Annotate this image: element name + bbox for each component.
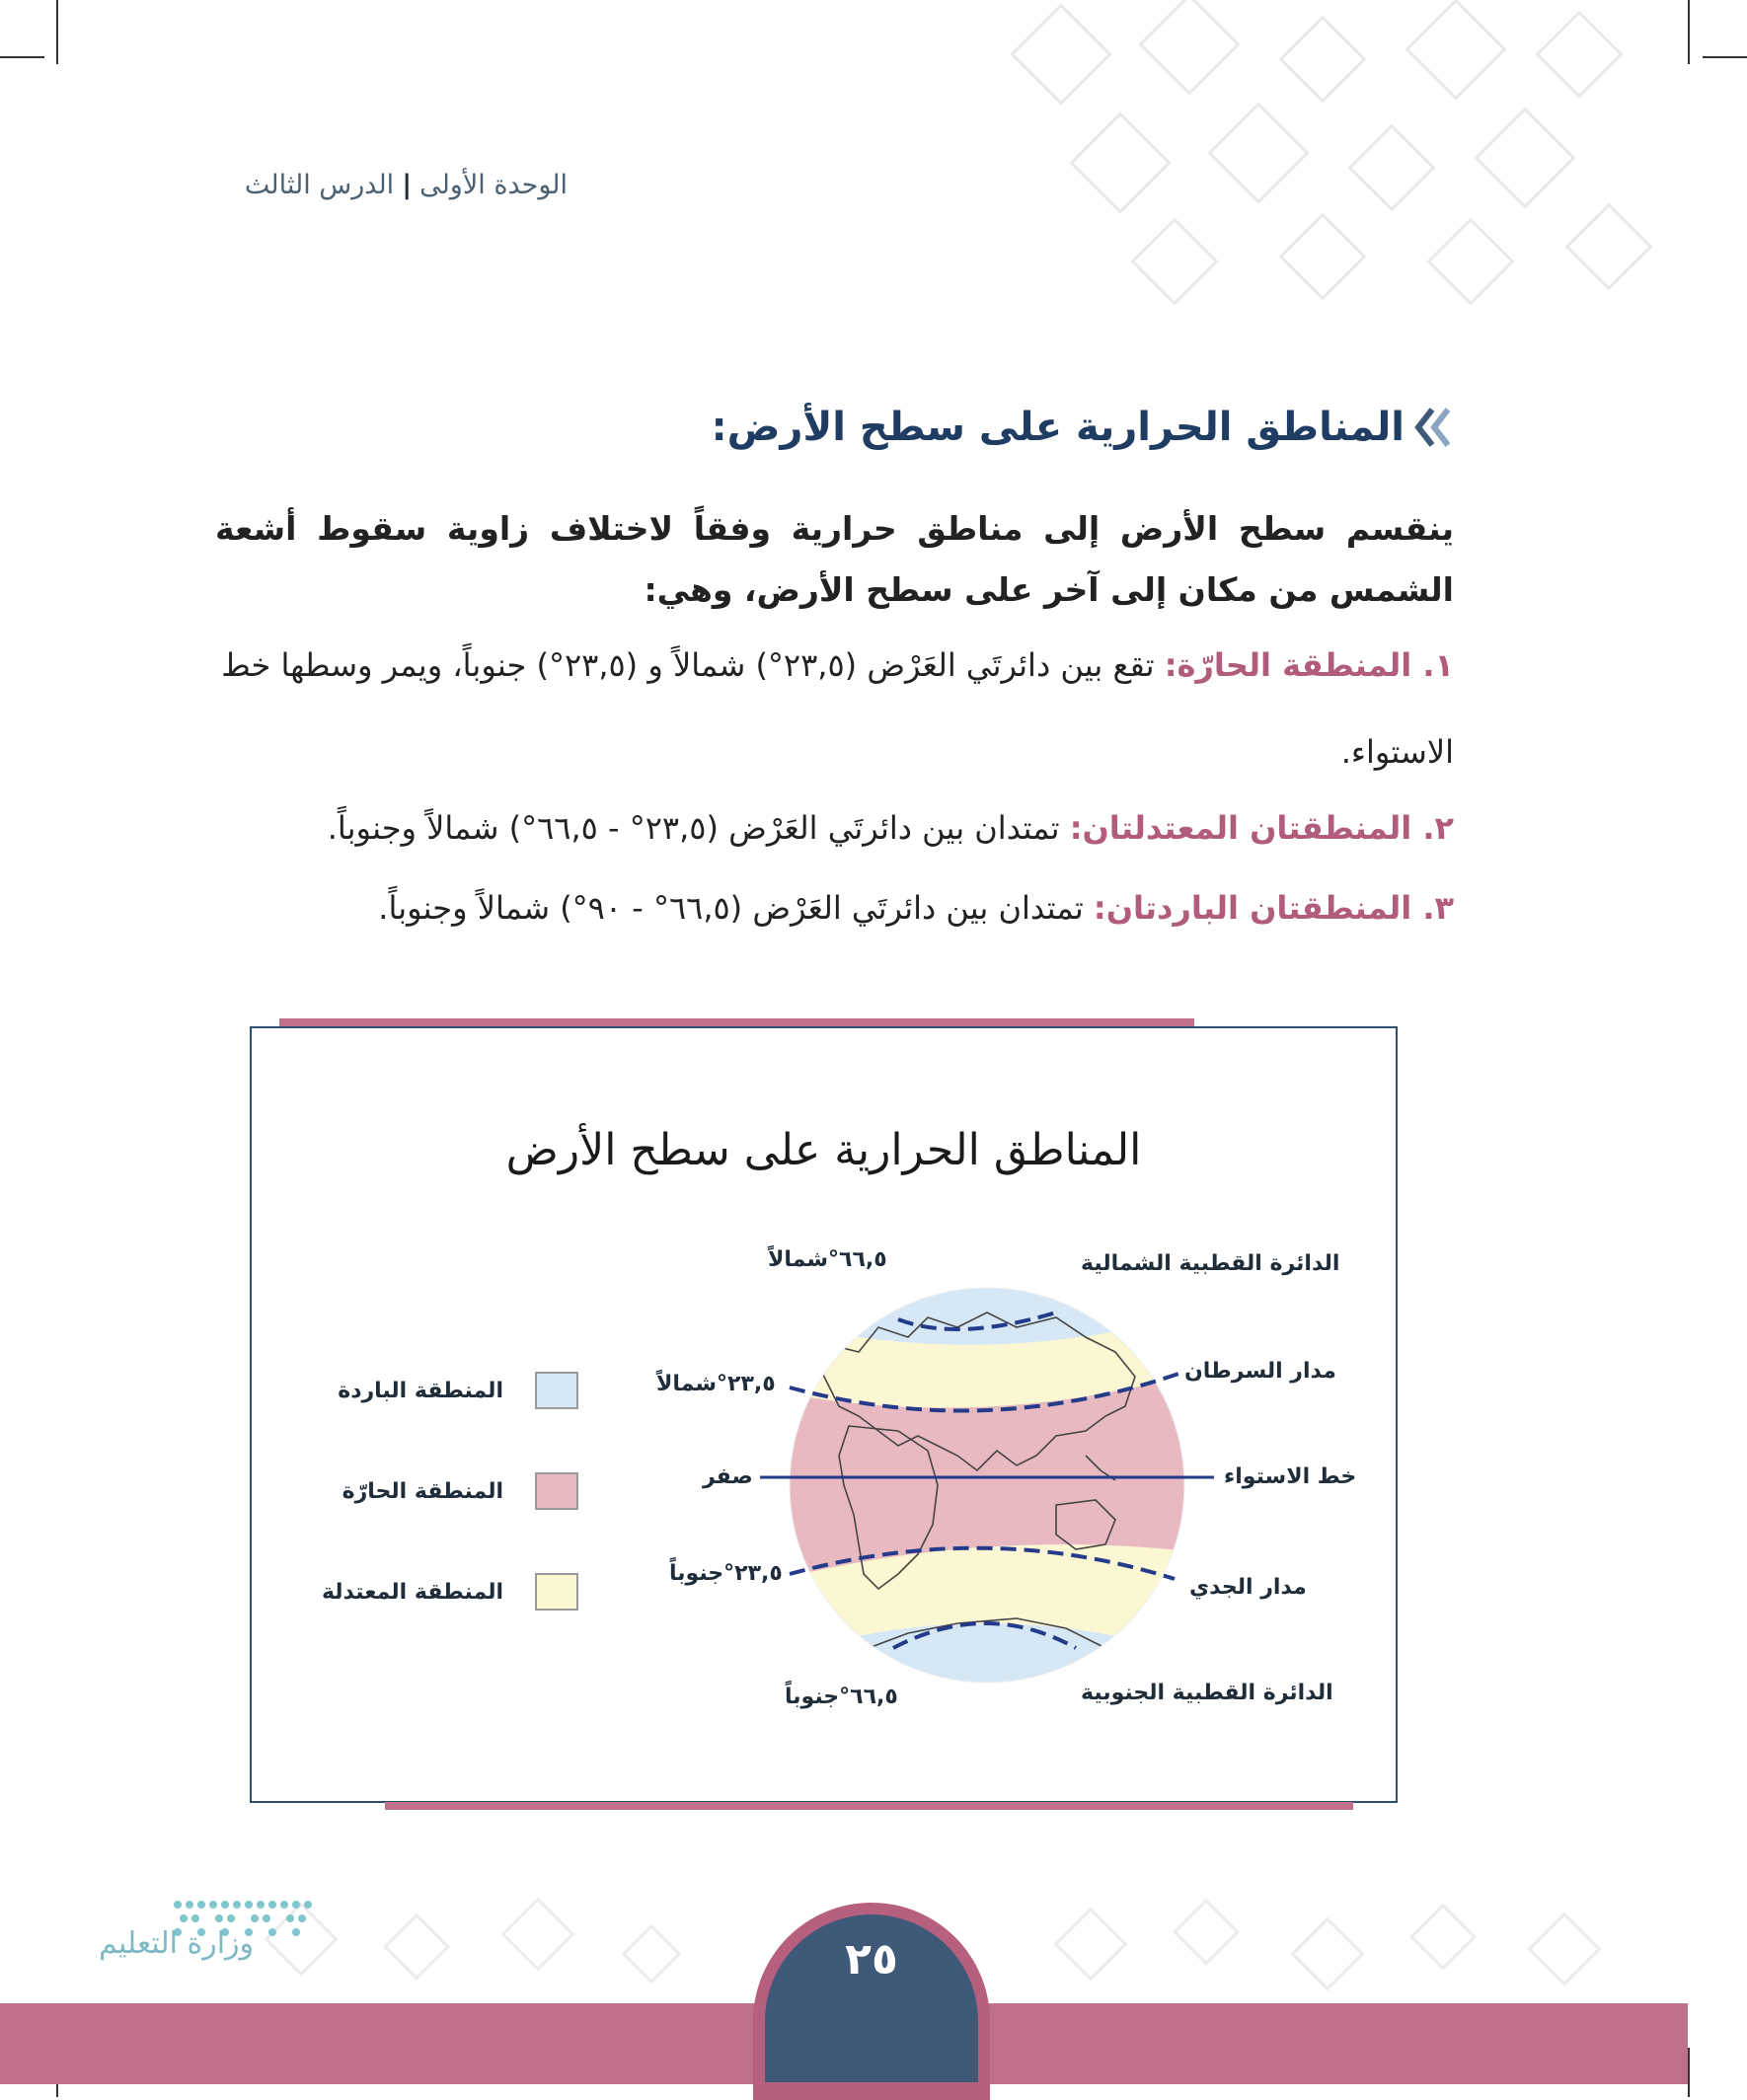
crop-mark [1688,2048,1690,2097]
label-zero: صفر [703,1464,753,1489]
label-tropic-capricorn: مدار الجدي [1189,1575,1307,1600]
legend-swatch-hot [535,1472,578,1510]
intro-paragraph: ينقسم سطح الأرض إلى مناطق حرارية وفقاً لاختلاف زاوية سقوط أشعة الشمس من مكان إلى آخر على سطح الأرض، وهي: [215,509,1454,609]
label-equator: خط الاستواء [1224,1464,1357,1489]
decorative-pattern [997,0,1688,326]
label-66-south: ٦٦,٥°جنوباً [785,1685,898,1709]
crop-mark [0,56,44,58]
item-label: ١. المنطقة الحارّة: [1164,646,1454,684]
section-title: المناطق الحرارية على سطح الأرض: [711,405,1405,450]
label-tropic-cancer: مدار السرطان [1184,1359,1336,1384]
figure-title: المناطق الحرارية على سطح الأرض [505,1125,1142,1175]
legend-label-temperate: المنطقة المعتدلة [321,1580,503,1605]
legend-label-cold: المنطقة الباردة [338,1379,503,1403]
item-text: تمتدان بين دائرتَي العَرْض (٢٣,٥° - ٦٦,٥°) شمالاً وجنوباً. [327,809,1060,847]
lesson-title: الدرس الثالث [244,170,395,200]
item-label: ٢. المنطقتان المعتدلتان: [1069,809,1454,847]
figure-accent-bar [385,1802,1353,1810]
crop-mark [1688,0,1690,64]
legend-swatch-temperate [535,1573,578,1611]
legend-swatch-cold [535,1372,578,1409]
section-heading [712,405,1454,450]
double-chevron-icon [1414,406,1454,449]
list-item [215,785,1454,871]
figure-accent-bar [279,1018,1194,1026]
list-item [215,864,1454,951]
item-text: تقع بين دائرتَي العَرْض (٢٣,٥°) شمالاً و (٢٣,٥°) جنوباً، ويمر وسطها خط الاستواء. [221,646,1454,771]
label-23-north: ٢٣,٥°شمالاً [656,1372,776,1396]
page-header [245,170,568,200]
crop-mark [56,0,58,64]
label-antarctic-circle: الدائرة القطبية الجنوبية [1081,1681,1333,1705]
unit-title: الوحدة الأولى [419,170,568,200]
label-arctic-circle: الدائرة القطبية الشمالية [1081,1251,1340,1276]
label-66-north: ٦٦,٥°شمالاً [768,1247,887,1272]
item-label: ٣. المنطقتان الباردتان: [1093,889,1454,927]
crop-mark [1703,56,1747,58]
ministry-name: وزارة التعليم [99,1926,255,1961]
item-text: تمتدان بين دائرتَي العَرْض (٦٦,٥° - ٩٠°) شمالاً وجنوباً. [378,889,1084,927]
legend-label-hot: المنطقة الحارّة [342,1479,503,1504]
globe-diagram [760,1258,1214,1712]
page-number: ٢٥ [845,1934,898,1985]
label-23-south: ٢٣,٥°جنوباً [669,1561,783,1586]
header-separator: | [402,170,413,200]
list-item [215,622,1454,795]
